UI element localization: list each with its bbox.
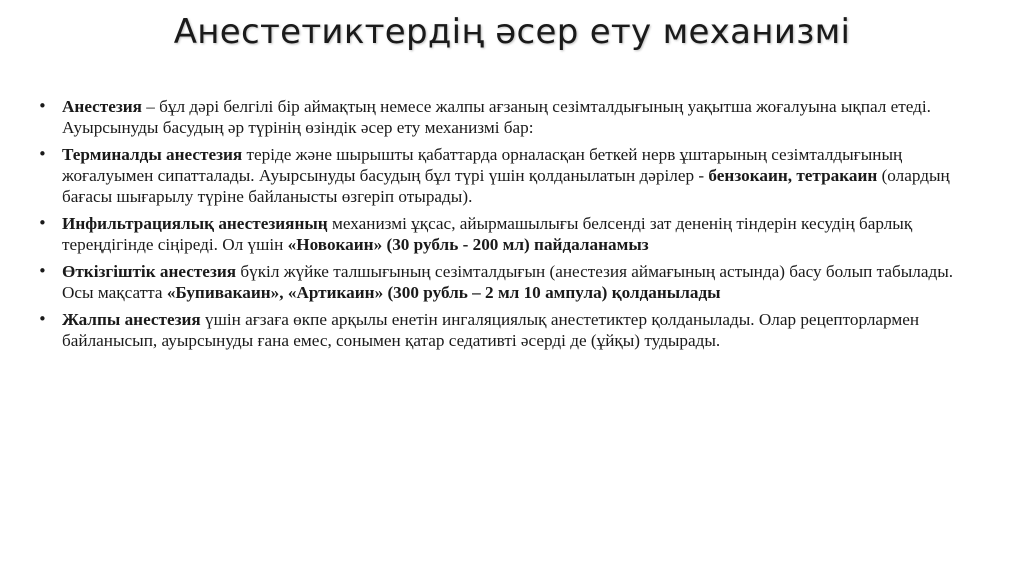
bullet-icon: • bbox=[38, 214, 47, 232]
drug-names: «Бупивакаин», «Артикаин» (300 рубль – 2 мл 10 ампула) қолданылады bbox=[166, 283, 721, 302]
text: (олардың бағасы шығарылу түріне байланысты өзгеріп отырады). bbox=[62, 166, 950, 206]
drug-names: бензокаин, тетракаин bbox=[708, 166, 878, 185]
slide-title: Анестетиктердің әсер ету механизмі bbox=[173, 12, 851, 52]
bullet-icon: • bbox=[38, 262, 47, 280]
text: – бұл дәрі белгілі бір аймақтың немесе жалпы ағзаның сезімталдығының уақытша жоғалуына ықпал етеді. Ауырсынуды басудың әр түрінің өзіндік әсер ету механизмі бар: bbox=[62, 97, 931, 137]
text: үшін ағзаға өкпе арқылы енетін ингаляциялық анестетиктер қолданылады. Олар рецепторлармен байланысып, ауырсынуды ғана емес, сонымен қатар седативті әсерді де (ұйқы) тудырады. bbox=[62, 310, 920, 350]
term: Өткізгіштік анестезия bbox=[62, 262, 237, 281]
drug-names: «Новокаин» (30 рубль - 200 мл) пайдаланамыз bbox=[287, 235, 649, 254]
text: теріде және шырышты қабаттарда орналасқан беткей нерв ұштарының сезімталдығының жоғалуымен сипатталады. Ауырсынуды басудың бұл түрі үшін қолданылатын дәрілер - bbox=[62, 145, 903, 185]
text: механизмі ұқсас, айырмашылығы белсенді зат дененің тіндерін кесудің барлық тереңдігінде сіңіреді. Ол үшін bbox=[62, 214, 913, 254]
term: Терминалды анестезия bbox=[62, 145, 243, 164]
term: Анестезия bbox=[62, 97, 142, 116]
bullet-icon: • bbox=[38, 145, 47, 163]
text: бүкіл жүйке талшығының сезімталдығын (анестезия аймағының астында) басу болып табылады. Осы мақсатта bbox=[62, 262, 954, 302]
bullet-item-terminal bbox=[38, 144, 988, 207]
bullet-icon: • bbox=[38, 97, 47, 115]
bullet-item-general bbox=[38, 309, 988, 351]
bullet-item-infiltration bbox=[38, 213, 988, 255]
term: Инфильтрациялық анестезияның bbox=[62, 214, 328, 233]
bullet-item-conduction bbox=[38, 261, 988, 303]
bullet-list bbox=[38, 96, 988, 357]
bullet-item-anesthesia bbox=[38, 96, 988, 138]
bullet-icon: • bbox=[38, 310, 47, 328]
term: Жалпы анестезия bbox=[62, 310, 201, 329]
